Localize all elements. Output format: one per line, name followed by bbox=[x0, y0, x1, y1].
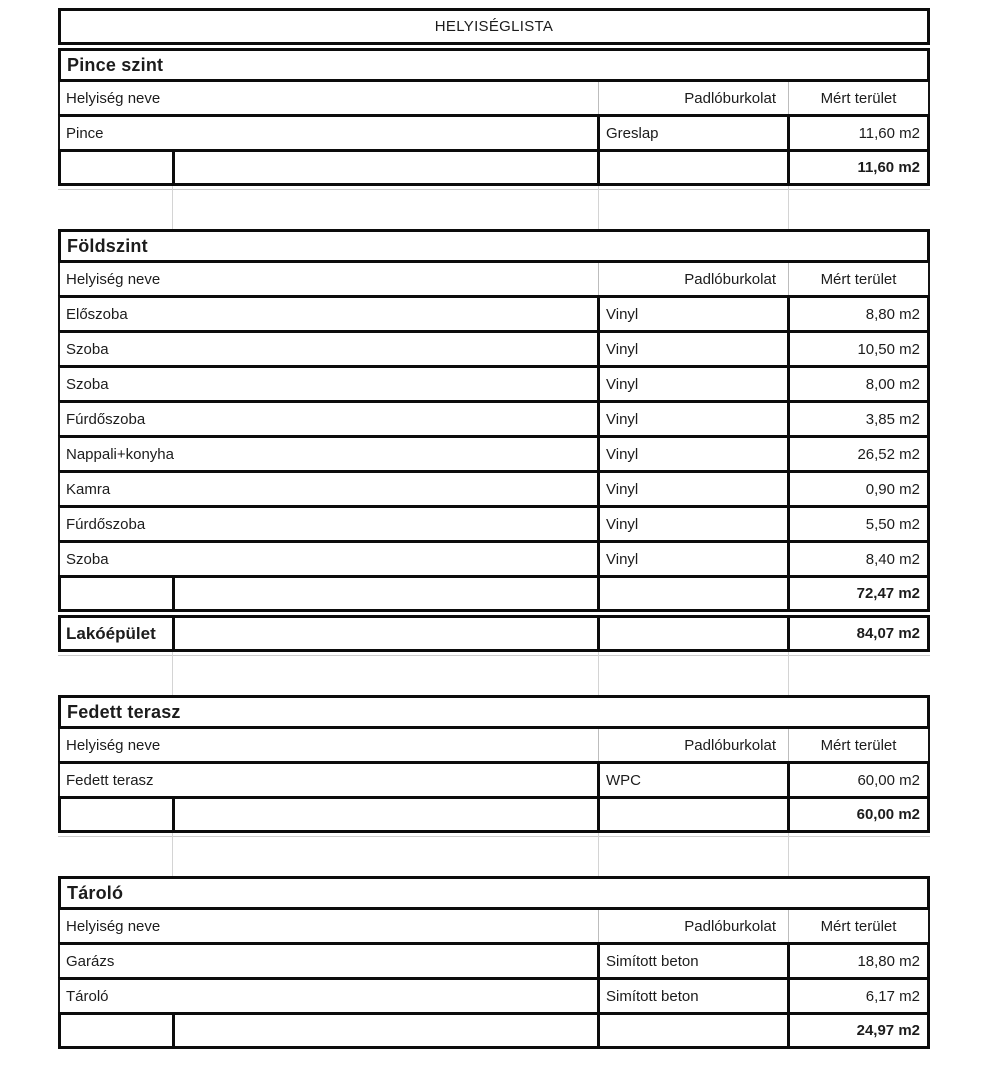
floor-covering-cell: Vinyl bbox=[597, 333, 787, 365]
column-header-row bbox=[58, 263, 930, 295]
section-heading-text: Pince szint bbox=[67, 54, 164, 75]
measured-area-cell: 11,60 m2 bbox=[787, 117, 927, 149]
measured-area-cell: 10,50 m2 bbox=[787, 333, 927, 365]
table-row bbox=[58, 365, 930, 400]
measured-area-cell: 8,80 m2 bbox=[787, 298, 927, 330]
column-header-row bbox=[58, 729, 930, 761]
room-name-cell: Tároló bbox=[66, 987, 109, 1005]
total-label-cell bbox=[61, 1015, 175, 1046]
total-area-cell: 72,47 m2 bbox=[787, 578, 927, 609]
total-label-cell: Lakóépület bbox=[61, 618, 175, 649]
gridline-horizontal bbox=[58, 189, 930, 190]
floor-covering-cell: WPC bbox=[597, 764, 787, 796]
table-row bbox=[58, 540, 930, 575]
section-heading bbox=[58, 48, 930, 82]
room-list-table bbox=[58, 8, 930, 1049]
section-total-row bbox=[58, 1012, 930, 1049]
table-row bbox=[58, 942, 930, 977]
column-header-area: Mért terület bbox=[788, 910, 928, 942]
column-header-floor: Padlóburkolat bbox=[598, 82, 788, 114]
section-heading-text: Földszint bbox=[67, 235, 148, 256]
column-header-name: Helyiség neve bbox=[66, 736, 161, 754]
room-name-cell: Fúrdőszoba bbox=[66, 410, 146, 428]
section-gap bbox=[58, 186, 930, 229]
column-header-floor: Padlóburkolat bbox=[598, 910, 788, 942]
measured-area-cell: 5,50 m2 bbox=[787, 508, 927, 540]
floor-covering-cell: Vinyl bbox=[597, 508, 787, 540]
floor-covering-cell: Vinyl bbox=[597, 368, 787, 400]
section-total-row bbox=[58, 796, 930, 833]
total-area-cell: 24,97 m2 bbox=[787, 1015, 927, 1046]
column-header-name: Helyiség neve bbox=[66, 917, 161, 935]
floor-covering-cell: Vinyl bbox=[597, 473, 787, 505]
total-floor-cell bbox=[597, 1015, 787, 1046]
measured-area-cell: 8,40 m2 bbox=[787, 543, 927, 575]
measured-area-cell: 26,52 m2 bbox=[787, 438, 927, 470]
floor-covering-cell: Vinyl bbox=[597, 438, 787, 470]
room-name-cell: Előszoba bbox=[66, 305, 128, 323]
floor-covering-cell: Vinyl bbox=[597, 298, 787, 330]
table-row bbox=[58, 330, 930, 365]
gridline-vertical bbox=[172, 186, 173, 229]
section-heading-text: Fedett terasz bbox=[67, 701, 181, 722]
room-name-cell: Szoba bbox=[66, 550, 109, 568]
table-row bbox=[58, 435, 930, 470]
document-title-text: HELYISÉGLISTA bbox=[434, 18, 554, 35]
total-area-cell: 60,00 m2 bbox=[787, 799, 927, 830]
floor-covering-cell: Greslap bbox=[597, 117, 787, 149]
total-floor-cell bbox=[597, 799, 787, 830]
section-total-row bbox=[58, 575, 930, 612]
gridline-vertical bbox=[788, 833, 789, 876]
gridline-vertical bbox=[172, 833, 173, 876]
table-row bbox=[58, 114, 930, 149]
section-total-row bbox=[58, 149, 930, 186]
total-area-cell: 84,07 m2 bbox=[787, 618, 927, 649]
table-row bbox=[58, 977, 930, 1012]
total-floor-cell bbox=[597, 578, 787, 609]
total-floor-cell bbox=[597, 618, 787, 649]
gridline-horizontal bbox=[58, 655, 930, 656]
column-header-name: Helyiség neve bbox=[66, 89, 161, 107]
section-heading-text: Tároló bbox=[67, 882, 124, 903]
section-heading bbox=[58, 229, 930, 263]
measured-area-cell: 6,17 m2 bbox=[787, 980, 927, 1012]
document-title bbox=[58, 8, 930, 45]
section-gap bbox=[58, 652, 930, 695]
measured-area-cell: 3,85 m2 bbox=[787, 403, 927, 435]
room-name-cell: Pince bbox=[66, 124, 104, 142]
total-label-cell bbox=[61, 578, 175, 609]
column-header-floor: Padlóburkolat bbox=[598, 729, 788, 761]
room-name-cell: Nappali+konyha bbox=[66, 445, 174, 463]
floor-covering-cell: Vinyl bbox=[597, 543, 787, 575]
gridline-horizontal bbox=[58, 836, 930, 837]
section-foldszint bbox=[58, 229, 930, 652]
building-total-row bbox=[58, 615, 930, 652]
floor-covering-cell: Simított beton bbox=[597, 945, 787, 977]
measured-area-cell: 8,00 m2 bbox=[787, 368, 927, 400]
gridline-vertical bbox=[788, 652, 789, 695]
gridline-vertical bbox=[598, 652, 599, 695]
total-spacer-cell bbox=[175, 799, 597, 830]
room-name-cell: Kamra bbox=[66, 480, 111, 498]
gridline-vertical bbox=[598, 186, 599, 229]
total-spacer-cell bbox=[175, 1015, 597, 1046]
column-header-row bbox=[58, 82, 930, 114]
measured-area-cell: 18,80 m2 bbox=[787, 945, 927, 977]
section-pince-szint bbox=[58, 48, 930, 186]
column-header-row bbox=[58, 910, 930, 942]
table-row bbox=[58, 295, 930, 330]
total-label-cell bbox=[61, 799, 175, 830]
total-spacer-cell bbox=[175, 578, 597, 609]
total-floor-cell bbox=[597, 152, 787, 183]
total-label-cell bbox=[61, 152, 175, 183]
section-gap bbox=[58, 833, 930, 876]
table-row bbox=[58, 505, 930, 540]
column-header-area: Mért terület bbox=[788, 729, 928, 761]
table-row bbox=[58, 761, 930, 796]
section-heading bbox=[58, 876, 930, 910]
table-row bbox=[58, 470, 930, 505]
gridline-vertical bbox=[172, 652, 173, 695]
gridline-vertical bbox=[788, 186, 789, 229]
total-spacer-cell bbox=[175, 152, 597, 183]
floor-covering-cell: Vinyl bbox=[597, 403, 787, 435]
table-row bbox=[58, 400, 930, 435]
room-name-cell: Szoba bbox=[66, 340, 109, 358]
room-name-cell: Garázs bbox=[66, 952, 115, 970]
column-header-floor: Padlóburkolat bbox=[598, 263, 788, 295]
gridline-vertical bbox=[598, 833, 599, 876]
column-header-area: Mért terület bbox=[788, 82, 928, 114]
column-header-area: Mért terület bbox=[788, 263, 928, 295]
measured-area-cell: 0,90 m2 bbox=[787, 473, 927, 505]
floor-covering-cell: Simított beton bbox=[597, 980, 787, 1012]
section-tarolo bbox=[58, 876, 930, 1049]
total-area-cell: 11,60 m2 bbox=[787, 152, 927, 183]
room-name-cell: Fedett terasz bbox=[66, 771, 154, 789]
section-heading bbox=[58, 695, 930, 729]
section-fedett-terasz bbox=[58, 695, 930, 833]
room-name-cell: Szoba bbox=[66, 375, 109, 393]
column-header-name: Helyiség neve bbox=[66, 270, 161, 288]
measured-area-cell: 60,00 m2 bbox=[787, 764, 927, 796]
total-spacer-cell bbox=[175, 618, 597, 649]
room-name-cell: Fúrdőszoba bbox=[66, 515, 146, 533]
